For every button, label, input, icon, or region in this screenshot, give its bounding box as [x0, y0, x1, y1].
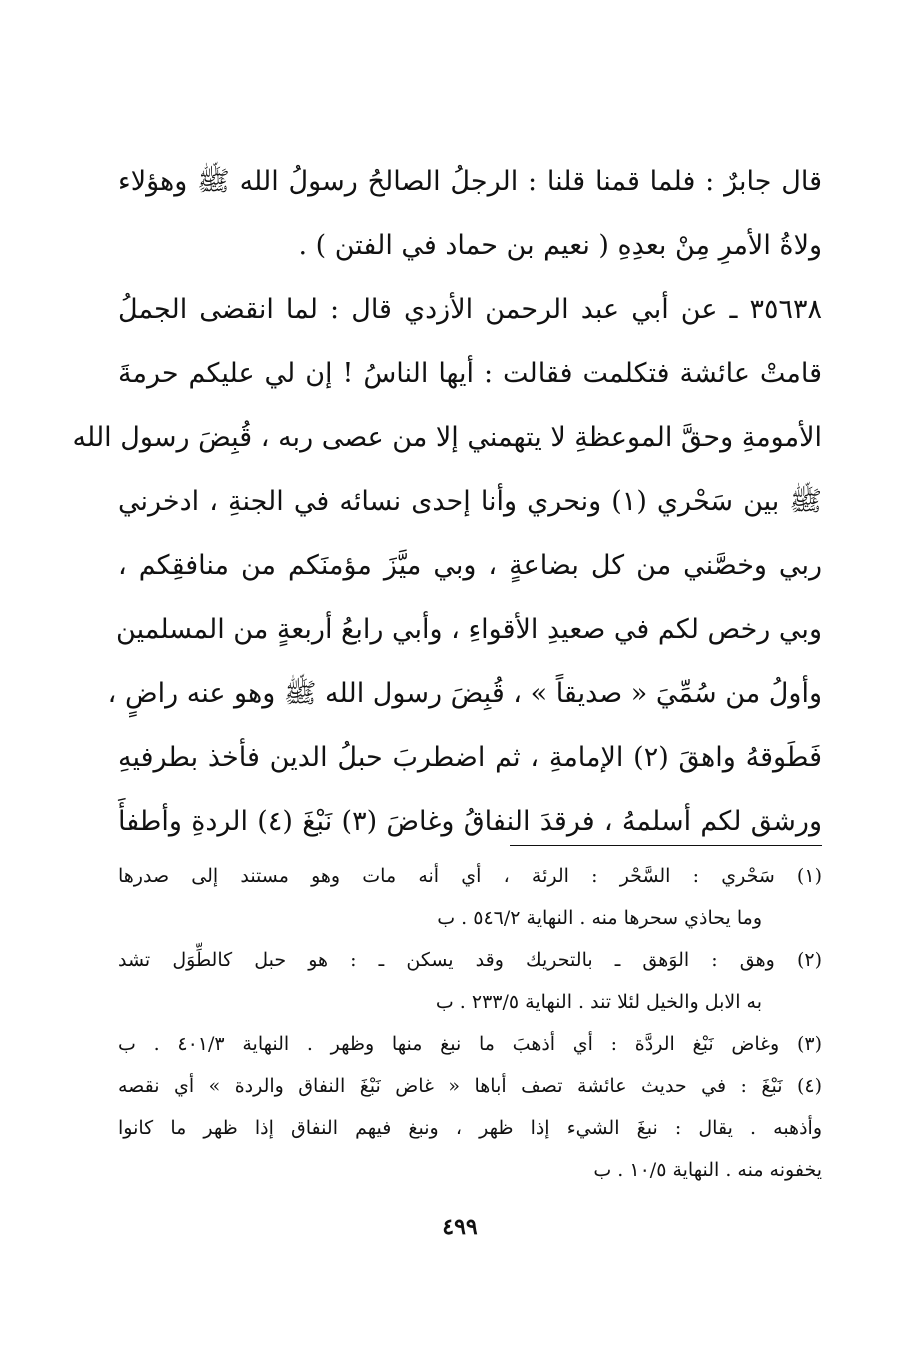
footnote-2-continued: به الابل والخيل لئلا تند . النهاية ٢٣٣/٥ . ب — [435, 991, 762, 1013]
footnote-3: (٣) وغاض نَبْغ الردَّة : أي أذهبَ ما نبغ منها وظهر . النهاية ٤٠١/٣ . ب — [118, 1033, 823, 1055]
footnote-divider — [510, 845, 822, 846]
footnote-4-continued: وأذهبه . يقال : نبغَ الشيء إذا ظهر ، ونبغ فيهم النفاق إذا ظهر ما كانوا — [118, 1117, 822, 1139]
text-line: وبي رخص لكم في صعيدِ الأقواءِ ، وأبي رابعُ أربعةٍ من المسلمين — [116, 614, 822, 645]
text-line: قامتْ عائشة فتكلمت فقالت : أيها الناسُ ! إن لي عليكم حرمةَ — [118, 358, 822, 389]
footnotes — [118, 855, 822, 1191]
text-line: ولاةُ الأمرِ مِنْ بعدِهِ ( نعيم بن حماد في الفتن ) . — [298, 230, 822, 261]
page-number: ٤٩٩ — [442, 1214, 478, 1240]
footnote-1-continued: وما يحاذي سحرها منه . النهاية ٥٤٦/٢ . ب — [437, 907, 762, 929]
footnote-1: (١) سَحْري : السَّحْر : الرئة ، أي أنه مات وهو مستند إلى صدرها — [118, 865, 822, 887]
text-line: ورشق لكم أسلمهُ ، فرقدَ النفاقُ وغاضَ (٣) نَبْغَ (٤) الردةِ وأطفأَ — [118, 806, 822, 837]
text-line: وأولُ من سُمِّيَ « صديقاً » ، قُبِضَ رسول الله ﷺ وهو عنه راضٍ ، — [107, 678, 822, 709]
text-line: فَطَوقهُ واهقَ (٢) الإمامةِ ، ثم اضطربَ حبلُ الدين فأخذ بطرفيهِ — [118, 742, 822, 773]
text-line: ربي وخصَّني من كل بضاعةٍ ، وبي ميَّزَ مؤمنَكم من منافقِكم ، — [118, 550, 822, 581]
footnote-4: (٤) نَبْغَ : في حديث عائشة تصف أباها « غاض نَبْغَ النفاق والردة » أي نقصه — [118, 1075, 822, 1097]
text-line: الأمومةِ وحقَّ الموعظةِ لا يتهمني إلا من عصى ربه ، قُبِضَ رسول الله — [72, 422, 822, 453]
text-line: قال جابرٌ : فلما قمنا قلنا : الرجلُ الصالحُ رسولُ الله ﷺ وهؤلاء — [118, 166, 822, 197]
hadith-heading-line: ٣٥٦٣٨ ـ عن أبي عبد الرحمن الأزدي قال : لما انقضى الجملُ — [118, 294, 822, 325]
footnote-4-continued: يخفونه منه . النهاية ١٠/٥ . ب — [593, 1159, 822, 1181]
footnote-2: (٢) وهق : الوَهق ـ بالتحريك وقد يسكن ـ : هو حبل كالطِّوَل تشد — [118, 949, 822, 971]
text-line: ﷺ بين سَحْري (١) ونحري وأنا إحدى نسائه في الجنةِ ، ادخرني — [118, 486, 822, 517]
main-text — [72, 150, 822, 854]
